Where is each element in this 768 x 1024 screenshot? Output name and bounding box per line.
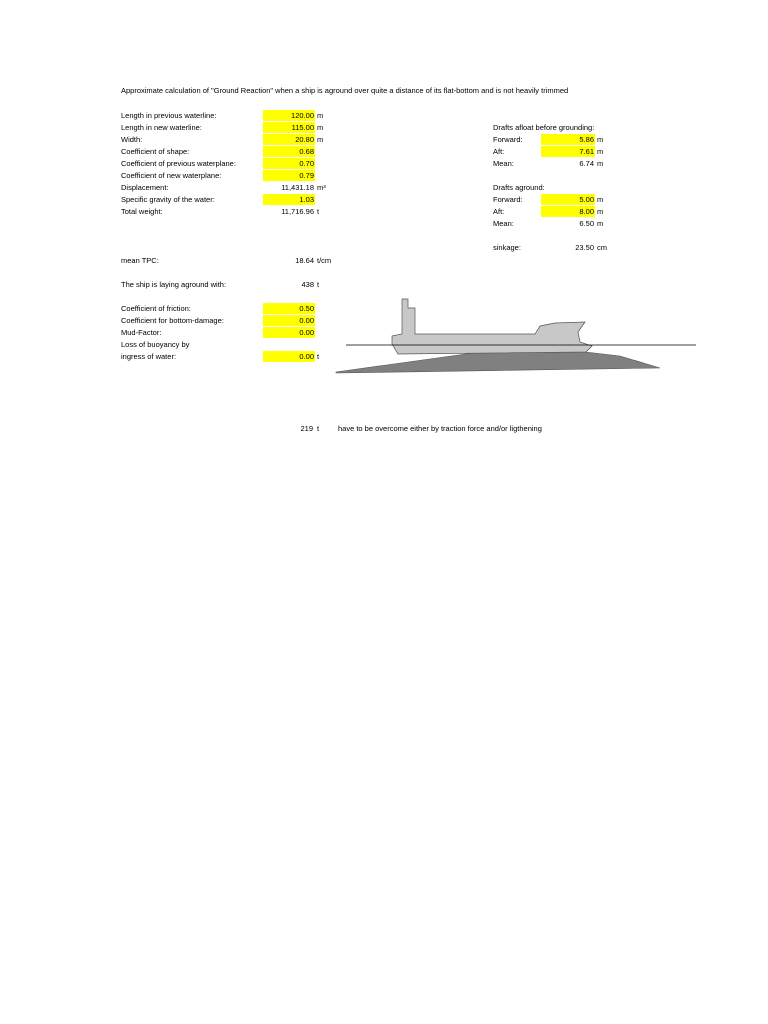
row-label: Coefficient of friction: xyxy=(121,304,191,313)
row-label: Aft: xyxy=(493,207,505,216)
row-unit: m³ xyxy=(317,183,326,192)
computed-value: 6.74 xyxy=(579,159,594,168)
row-unit: m xyxy=(597,195,604,204)
input-value[interactable]: 1.03 xyxy=(299,195,314,204)
row-label: Specific gravity of the water: xyxy=(121,195,215,204)
tpc-label: mean TPC: xyxy=(121,256,159,265)
row-label: Length in previous waterline: xyxy=(121,111,217,120)
computed-value: 6.50 xyxy=(579,219,594,228)
input-value[interactable]: 115.00 xyxy=(291,123,314,132)
row-unit: m xyxy=(317,111,324,120)
row-label: Coefficient of shape: xyxy=(121,147,190,156)
row-unit: m xyxy=(597,219,604,228)
row-unit: m xyxy=(597,207,604,216)
computed-value: 11,431.18 xyxy=(281,183,314,192)
sinkage-unit: cm xyxy=(597,243,607,252)
row-label: Forward: xyxy=(493,195,523,204)
row-unit: m xyxy=(317,135,324,144)
input-value[interactable]: 8.00 xyxy=(579,207,594,216)
row-unit: m xyxy=(317,123,324,132)
buoyancy-label-1: Loss of buoyancy by xyxy=(121,340,190,349)
input-value[interactable]: 5.86 xyxy=(579,135,594,144)
input-value[interactable]: 0.70 xyxy=(299,159,314,168)
drafts-aground-heading: Drafts aground: xyxy=(493,183,545,192)
row-label: Forward: xyxy=(493,135,523,144)
buoyancy-label-2: ingress of water: xyxy=(121,352,177,361)
row-label: Mud-Factor: xyxy=(121,328,162,337)
result-value: 219 xyxy=(300,424,313,433)
row-label: Width: xyxy=(121,135,143,144)
row-label: Displacement: xyxy=(121,183,169,192)
input-value[interactable]: 0.79 xyxy=(299,171,314,180)
input-value[interactable]: 0.68 xyxy=(299,147,314,156)
row-label: Length in new waterline: xyxy=(121,123,202,132)
input-value[interactable]: 5.00 xyxy=(579,195,594,204)
aground-value: 438 xyxy=(301,280,314,289)
buoyancy-value[interactable]: 0.00 xyxy=(299,352,314,361)
input-value[interactable]: 20.80 xyxy=(295,135,314,144)
input-value[interactable]: 120.00 xyxy=(291,111,314,120)
row-label: Coefficient of previous waterplane: xyxy=(121,159,236,168)
tpc-value: 18.64 xyxy=(295,256,314,265)
row-unit: t xyxy=(317,207,320,216)
result-text: have to be overcome either by traction force and/or ligthening xyxy=(338,424,542,433)
tpc-unit: t/cm xyxy=(317,256,332,265)
input-value[interactable]: 0.00 xyxy=(299,328,314,337)
row-unit: m xyxy=(597,147,604,156)
input-value[interactable]: 0.50 xyxy=(299,304,314,313)
row-label: Total weight: xyxy=(121,207,163,216)
aground-label: The ship is laying aground with: xyxy=(121,280,227,289)
ship-hull xyxy=(392,299,592,354)
page-title: Approximate calculation of "Ground Reaction" when a ship is aground over quite a distance of its flat-bottom and is not heavily trimmed xyxy=(121,86,569,95)
row-label: Mean: xyxy=(493,219,514,228)
result-unit: t xyxy=(317,424,320,433)
row-label: Coefficient for bottom-damage: xyxy=(121,316,224,325)
row-unit: m xyxy=(597,135,604,144)
sinkage-value: 23.50 xyxy=(575,243,594,252)
aground-unit: t xyxy=(317,280,320,289)
input-value[interactable]: 0.00 xyxy=(299,316,314,325)
drafts-afloat-heading: Drafts afloat before grounding: xyxy=(493,123,595,132)
computed-value: 11,716.96 xyxy=(281,207,314,216)
input-value[interactable]: 7.61 xyxy=(579,147,594,156)
row-label: Coefficient of new waterplane: xyxy=(121,171,222,180)
row-label: Mean: xyxy=(493,159,514,168)
row-label: Aft: xyxy=(493,147,505,156)
buoyancy-unit: t xyxy=(317,352,320,361)
sinkage-label: sinkage: xyxy=(493,243,521,252)
row-unit: m xyxy=(597,159,604,168)
